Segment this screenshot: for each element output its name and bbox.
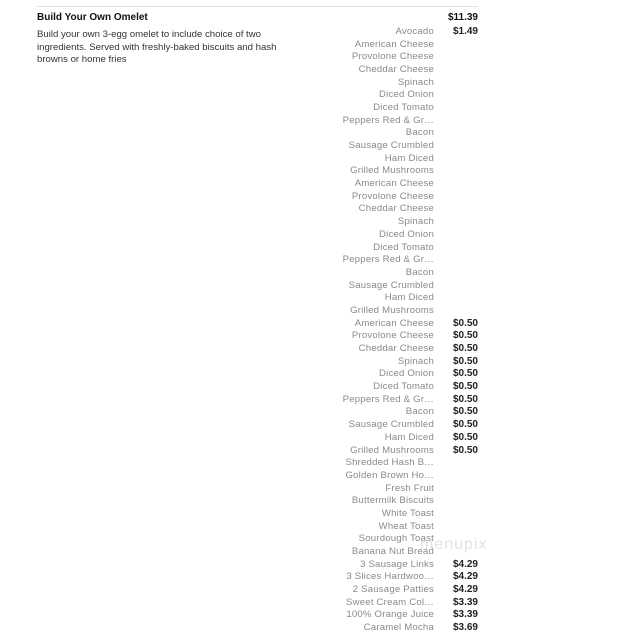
- option-row: [330, 342, 480, 355]
- option-name: Bacon: [405, 266, 434, 278]
- option-row: [330, 368, 480, 381]
- option-row: [330, 76, 480, 89]
- option-row: [330, 38, 480, 51]
- option-row: [330, 494, 480, 507]
- option-name: Grilled Mushrooms: [350, 304, 434, 316]
- option-name: Peppers Red & Gr…: [342, 254, 434, 266]
- option-name: Sausage Crumbled: [348, 279, 434, 291]
- option-name: Diced Onion: [379, 368, 434, 380]
- option-row: [330, 571, 480, 584]
- option-name: Shredded Hash B…: [345, 457, 434, 469]
- option-name: Diced Onion: [379, 89, 434, 101]
- option-price: $4.29: [452, 558, 478, 570]
- option-name: Spinach: [397, 216, 434, 228]
- option-name: Ham Diced: [384, 292, 434, 304]
- option-row: [330, 317, 480, 330]
- option-row: [330, 609, 480, 622]
- option-name: Grilled Mushrooms: [350, 165, 434, 177]
- option-row: [330, 507, 480, 520]
- option-name: Provolone Cheese: [351, 330, 434, 342]
- option-name: Cheddar Cheese: [358, 343, 434, 355]
- option-name: Diced Tomato: [373, 101, 434, 113]
- option-row: [330, 241, 480, 254]
- option-name: Sausage Crumbled: [348, 140, 434, 152]
- option-row: [330, 190, 480, 203]
- option-name: Spinach: [397, 76, 434, 88]
- option-row: [330, 63, 480, 76]
- option-row: [330, 279, 480, 292]
- option-price: $0.50: [452, 419, 478, 431]
- option-name: Peppers Red & Gr…: [342, 393, 434, 405]
- option-name: 100% Orange Juice: [346, 609, 434, 621]
- option-name: 2 Sausage Patties: [352, 584, 434, 596]
- option-name: Ham Diced: [384, 152, 434, 164]
- option-row: [330, 266, 480, 279]
- top-divider: [36, 6, 478, 7]
- option-name: Avocado: [395, 25, 434, 37]
- option-row: [330, 50, 480, 63]
- option-name: Fresh Fruit: [385, 482, 434, 494]
- option-name: Diced Tomato: [373, 381, 434, 393]
- option-price: $3.69: [452, 622, 478, 634]
- option-row: [330, 444, 480, 457]
- option-price: $3.39: [452, 596, 478, 608]
- option-name: Buttermilk Biscuits: [351, 495, 434, 507]
- option-row: [330, 596, 480, 609]
- option-row: [330, 330, 480, 343]
- option-row: [330, 228, 480, 241]
- option-name: Provolone Cheese: [351, 190, 434, 202]
- option-name: Sweet Cream Col…: [346, 596, 434, 608]
- option-price: $3.39: [452, 609, 478, 621]
- option-row: [330, 558, 480, 571]
- option-price: $0.50: [452, 406, 478, 418]
- option-name: Diced Onion: [379, 228, 434, 240]
- item-description: Build your own 3-egg omelet to include choice of two ingredients. Served with freshly-baked biscuits and hash browns or home fries: [37, 29, 277, 66]
- option-name: American Cheese: [354, 317, 434, 329]
- option-row: [330, 25, 480, 38]
- option-name: Bacon: [405, 406, 434, 418]
- option-row: [330, 380, 480, 393]
- option-row: [330, 203, 480, 216]
- option-price: $0.50: [452, 368, 478, 380]
- option-name: Grilled Mushrooms: [350, 444, 434, 456]
- option-name: Cheddar Cheese: [358, 63, 434, 75]
- option-name: Wheat Toast: [378, 520, 434, 532]
- option-price: $0.50: [452, 317, 478, 329]
- option-price: $0.50: [452, 431, 478, 443]
- option-price: $1.49: [452, 25, 478, 37]
- option-row: [330, 152, 480, 165]
- option-name: Banana Nut Bread: [351, 546, 434, 558]
- option-price: $0.50: [452, 355, 478, 367]
- option-price: $0.50: [452, 444, 478, 456]
- option-name: White Toast: [381, 507, 434, 519]
- item-title: Build Your Own Omelet: [37, 12, 148, 23]
- option-row: [330, 114, 480, 127]
- option-name: American Cheese: [354, 38, 434, 50]
- option-name: Bacon: [405, 127, 434, 139]
- option-name: 3 Sausage Links: [360, 558, 434, 570]
- option-row: [330, 456, 480, 469]
- option-row: [330, 469, 480, 482]
- option-row: [330, 253, 480, 266]
- option-row: [330, 418, 480, 431]
- option-row: [330, 88, 480, 101]
- option-row: [330, 520, 480, 533]
- option-row: [330, 101, 480, 114]
- option-row: [330, 165, 480, 178]
- option-row: [330, 406, 480, 419]
- option-name: Sourdough Toast: [358, 533, 434, 545]
- option-row: [330, 291, 480, 304]
- option-name: Sausage Crumbled: [348, 419, 434, 431]
- option-row: [330, 393, 480, 406]
- option-price: $0.50: [452, 381, 478, 393]
- option-price: $0.50: [452, 343, 478, 355]
- option-name: Cheddar Cheese: [358, 203, 434, 215]
- option-name: Provolone Cheese: [351, 51, 434, 63]
- option-price: $0.50: [452, 330, 478, 342]
- option-name: Golden Brown Ho…: [345, 469, 434, 481]
- option-row: [330, 139, 480, 152]
- watermark: menupix: [420, 536, 488, 553]
- option-row: [330, 431, 480, 444]
- option-row: [330, 127, 480, 140]
- item-price: $11.39: [447, 12, 478, 23]
- option-row: [330, 355, 480, 368]
- option-name: Peppers Red & Gr…: [342, 114, 434, 126]
- option-price: $4.29: [452, 584, 478, 596]
- option-row: [330, 482, 480, 495]
- option-row: [330, 177, 480, 190]
- option-name: Ham Diced: [384, 431, 434, 443]
- option-name: Caramel Mocha: [363, 622, 434, 634]
- option-row: [330, 215, 480, 228]
- option-name: Diced Tomato: [373, 241, 434, 253]
- option-name: Spinach: [397, 355, 434, 367]
- option-row: [330, 304, 480, 317]
- option-name: American Cheese: [354, 178, 434, 190]
- option-price: $0.50: [452, 393, 478, 405]
- option-name: 3 Slices Hardwoo…: [346, 571, 434, 583]
- option-price: $4.29: [452, 571, 478, 583]
- option-row: [330, 583, 480, 596]
